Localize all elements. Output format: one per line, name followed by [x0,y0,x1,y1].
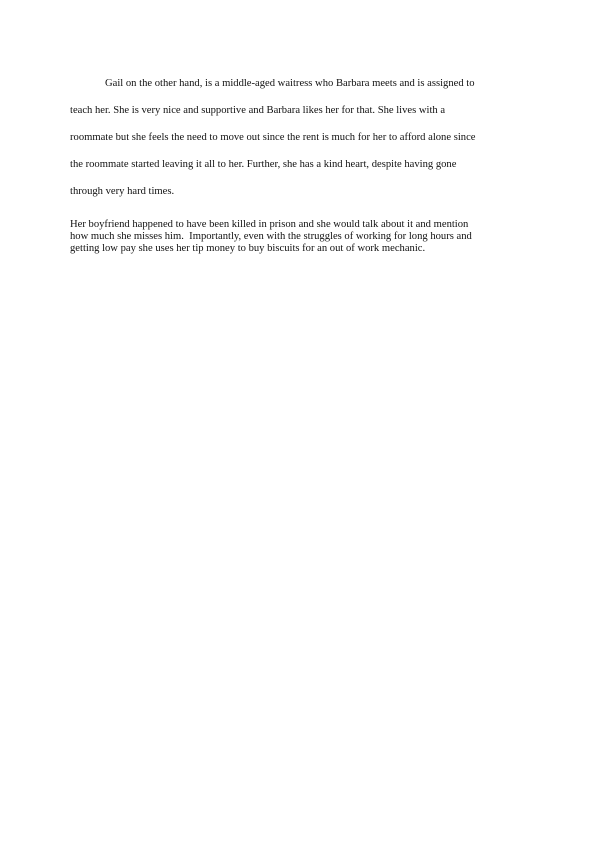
paragraph-line: teach her. She is very nice and supportive and Barbara likes her for that. She lives with a [70,105,446,116]
paragraph-boyfriend [70,219,525,256]
paragraph-gail-description [70,70,525,205]
paragraph-line: Her boyfriend happened to have been killed in prison and she would talk about it and mention [70,219,469,230]
paragraph-line: through very hard times. [70,186,175,197]
paragraph-line: roommate but she feels the need to move out since the rent is much for her to afford alone since [70,132,476,143]
paragraph-line: getting low pay she uses her tip money to buy biscuits for an out of work mechanic. [70,243,426,255]
paragraph-line: how much she misses him. Importantly, even with the struggles of working for long hours and [70,231,472,243]
paragraph-line: the roommate started leaving it all to her. Further, she has a kind heart, despite having gone [70,159,457,170]
document-body [70,70,525,256]
paragraph-line: Gail on the other hand, is a middle-aged waitress who Barbara meets and is assigned to [105,78,475,89]
